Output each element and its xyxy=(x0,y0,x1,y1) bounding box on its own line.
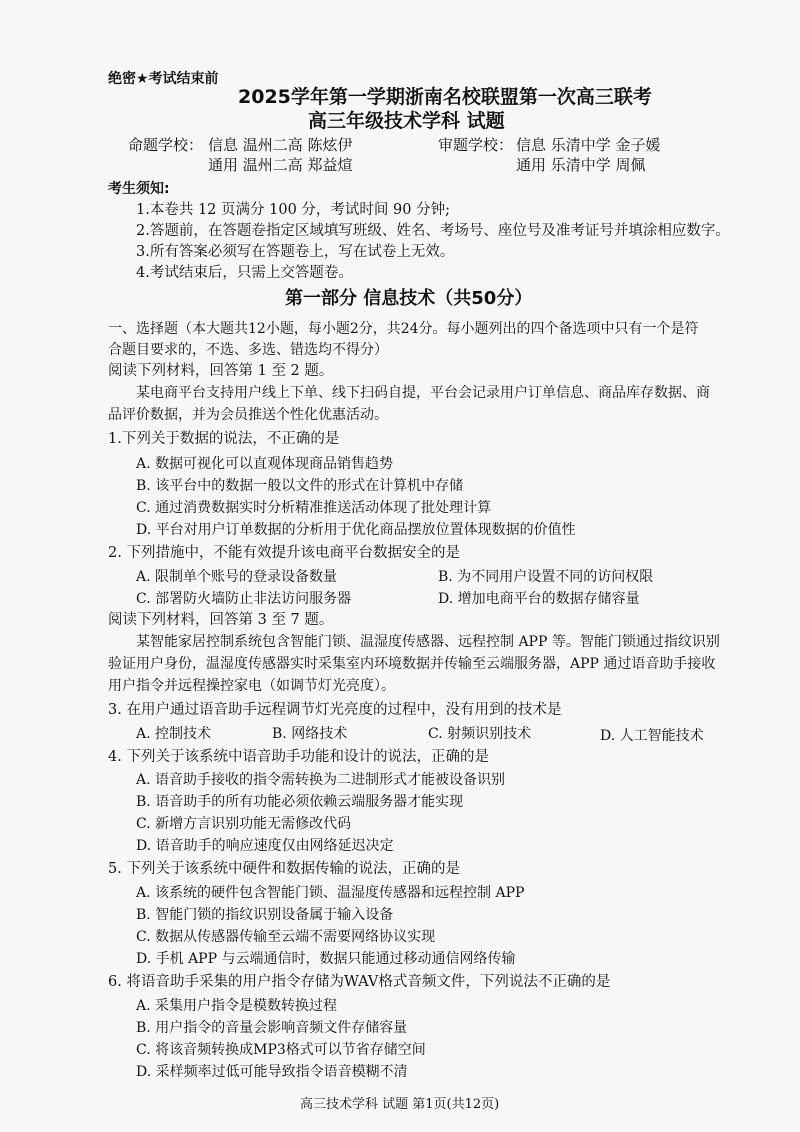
section-instructions-cont: 合题目要求的，不选、多选、错选均不得分） xyxy=(108,342,388,358)
material-text: 某智能家居控制系统包含智能门锁、温湿度传感器、远程控制 APP 等。智能门锁通过指纹识别 xyxy=(136,634,720,650)
q5-option-d: D. 手机 APP 与云端通信时，数据只能通过移动通信网络传输 xyxy=(136,951,516,967)
q6-option-a: A. 采集用户指令是模数转换过程 xyxy=(136,998,338,1014)
notice-heading: 考生须知: xyxy=(108,181,170,197)
q2-option-b: B. 为不同用户设置不同的访问权限 xyxy=(438,569,654,585)
q6-option-c: C. 将该音频转换成MP3格式可以节省存储空间 xyxy=(136,1042,426,1058)
question-1-stem: 1.下列关于数据的说法，不正确的是 xyxy=(108,431,340,447)
q5-option-c: C. 数据从传感器传输至云端不需要网络协议实现 xyxy=(136,929,436,945)
q5-option-a: A. 该系统的硬件包含智能门锁、温湿度传感器和远程控制 APP xyxy=(136,885,525,901)
question-3-stem: 3. 在用户通过语音助手远程调节灯光亮度的过程中，没有用到的技术是 xyxy=(108,702,562,718)
q3-option-b: B. 网络技术 xyxy=(272,726,348,742)
exam-subtitle: 高三年级技术学科 试题 xyxy=(308,110,505,132)
q5-option-b: B. 智能门锁的指纹识别设备属于输入设备 xyxy=(136,907,394,923)
part-title: 第一部分 信息技术（共50分） xyxy=(285,288,533,309)
notice-item: 4.考试结束后，只需上交答题卷。 xyxy=(136,265,353,281)
q6-option-b: B. 用户指令的音量会影响音频文件存储容量 xyxy=(136,1020,408,1036)
material-text: 品评价数据，并为会员推送个性化优惠活动。 xyxy=(108,407,388,423)
exam-title: 2025学年第一学期浙南名校联盟第一次高三联考 xyxy=(238,86,652,108)
notice-item: 3.所有答案必须写在答题卷上，写在试卷上无效。 xyxy=(136,244,455,260)
q3-option-a: A. 控制技术 xyxy=(136,726,212,742)
proposer-label: 命题学校： xyxy=(128,136,204,154)
q4-option-d: D. 语音助手的响应速度仅由网络延迟决定 xyxy=(136,838,394,854)
q1-option-c: C. 通过消费数据实时分析精准推送活动体现了批处理计算 xyxy=(136,500,492,516)
q6-option-d: D. 采样频率过低可能导致指令语音模糊不清 xyxy=(136,1064,408,1080)
q4-option-a: A. 语音助手接收的指令需转换为二进制形式才能被设备识别 xyxy=(136,772,506,788)
page-footer: 高三技术学科 试题 第1页(共12页) xyxy=(300,1097,500,1112)
proposer-2: 通用 温州二高 郑益煊 xyxy=(208,156,353,174)
material-text: 某电商平台支持用户线上下单、线下扫码自提，平台会记录用户订单信息、商品库存数据、商 xyxy=(136,385,710,401)
confidential-mark: 绝密★考试结束前 xyxy=(108,71,219,87)
material-text: 验证用户身份，温湿度传感器实时采集室内环境数据并传输至云端服务器，APP 通过语音助手接收 xyxy=(108,656,716,672)
proposer-1: 信息 温州二高 陈炫伊 xyxy=(208,136,353,154)
reviewer-2: 通用 乐清中学 周佩 xyxy=(516,156,646,174)
question-2-stem: 2. 下列措施中，不能有效提升该电商平台数据安全的是 xyxy=(108,545,460,561)
section-instructions: 一、选择题（本大题共12小题，每小题2分，共24分。每小题列出的四个备选项中只有一个是符 xyxy=(108,321,699,337)
reading-prompt: 阅读下列材料，回答第 1 至 2 题。 xyxy=(108,363,334,379)
q1-option-b: B. 该平台中的数据一般以文件的形式在计算机中存储 xyxy=(136,478,464,494)
notice-item: 2.答题前，在答题卷指定区域填写班级、姓名、考场号、座位号及准考证号并填涂相应数字。 xyxy=(136,223,730,239)
q1-option-a: A. 数据可视化可以直观体现商品销售趋势 xyxy=(136,456,394,472)
q2-option-a: A. 限制单个账号的登录设备数量 xyxy=(136,569,338,585)
q3-option-c: C. 射频识别技术 xyxy=(428,726,532,742)
q3-option-d: D. 人工智能技术 xyxy=(600,728,704,744)
notice-item: 1.本卷共 12 页满分 100 分，考试时间 90 分钟; xyxy=(136,202,450,218)
q1-option-d: D. 平台对用户订单数据的分析用于优化商品摆放位置体现数据的价值性 xyxy=(136,522,576,538)
question-4-stem: 4. 下列关于该系统中语音助手功能和设计的说法，正确的是 xyxy=(108,749,489,765)
material-text: 用户指令并远程操控家电（如调节灯光亮度）。 xyxy=(108,678,395,694)
question-5-stem: 5. 下列关于该系统中硬件和数据传输的说法，正确的是 xyxy=(108,861,460,877)
reviewer-1: 信息 乐清中学 金子媛 xyxy=(516,136,661,154)
q4-option-c: C. 新增方言识别功能无需修改代码 xyxy=(136,816,352,832)
q2-option-c: C. 部署防火墙防止非法访问服务器 xyxy=(136,591,352,607)
q2-option-d: D. 增加电商平台的数据存储容量 xyxy=(438,591,640,607)
question-6-stem: 6. 将语音助手采集的用户指令存储为WAV格式音频文件，下列说法不正确的是 xyxy=(108,974,611,990)
reviewer-label: 审题学校： xyxy=(438,136,514,154)
reading-prompt: 阅读下列材料，回答第 3 至 7 题。 xyxy=(108,612,334,628)
q4-option-b: B. 语音助手的所有功能必须依赖云端服务器才能实现 xyxy=(136,794,464,810)
